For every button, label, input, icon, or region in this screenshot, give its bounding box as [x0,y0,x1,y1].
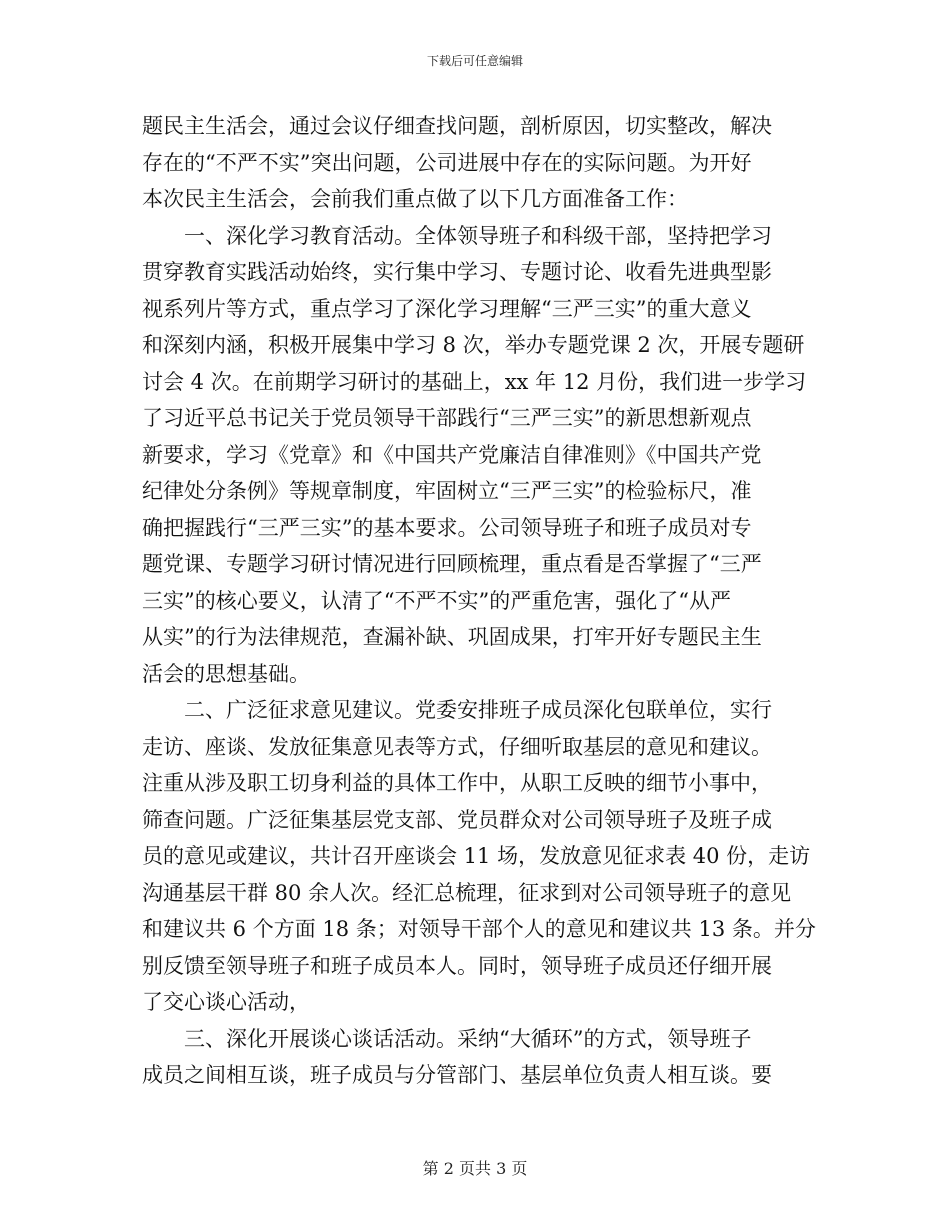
text-line: 贯穿教育实践活动始终，实行集中学习、专题讨论、收看先进典型影 [142,260,772,284]
text-line: 讨会 4 次。在前期学习研讨的基础上，xx 年 12 月份，我们进一步学习 [142,369,807,394]
page-header: 下载后可任意编辑 [426,54,523,68]
text-line: 从实”的行为法律规范，查漏补缺、巩固成果，打牢开好专题民主生 [142,625,762,649]
text-line: 一、深化学习教育活动。全体领导班子和科级干部，坚持把学习 [142,223,772,248]
text-line: 三实”的核心要义，认清了“不严不实”的严重危害，强化了“从严 [142,588,731,613]
text-line: 存在的“不严不实”突出问题，公司进展中存在的实际问题。为开好 [142,150,752,175]
text-line: 了交心谈心活动， [142,990,310,1014]
text-line: 走访、座谈、发放征集意见表等方式，仔细听取基层的意见和建议。 [142,734,772,759]
text-line: 确把握践行“三严三实”的基本要求。公司领导班子和班子成员对专 [142,515,752,540]
text-line: 沟通基层干群 80 余人次。经汇总梳理，征求到对公司领导班子的意见 [142,880,792,905]
text-line: 活会的思想基础。 [142,661,310,686]
text-line: 纪律处分条例》等规章制度，牢固树立“三严三实”的检验标尺，准 [142,479,752,503]
text-line: 题民主生活会，通过会议仔细查找问题，剖析原因，切实整改，解决 [142,114,772,138]
text-line: 新要求，学习《党章》和《中国共产党廉洁自律准则》《中国共产党 [142,442,762,467]
text-line: 筛查问题。广泛征集基层党支部、党员群众对公司领导班子及班子成 [142,807,772,832]
text-line: 和深刻内涵，积极开展集中学习 8 次，举办专题党课 2 次，开展专题研 [142,333,805,357]
text-line: 别反馈至领导班子和班子成员本人。同时，领导班子成员还仔细开展 [142,953,772,978]
text-line: 题党课、专题学习研讨情况进行回顾梳理，重点看是否掌握了“三严 [142,552,762,576]
text-line: 二、广泛征求意见建议。党委安排班子成员深化包联单位，实行 [142,698,772,722]
text-line: 和建议共 6 个方面 18 条；对领导干部个人的意见和建议共 13 条。并分 [142,917,816,941]
text-line: 了习近平总书记关于党员领导干部践行“三严三实”的新思想新观点 [142,406,752,430]
text-line: 员的意见或建议，共计召开座谈会 11 场，发放意见征求表 40 份，走访 [142,844,811,868]
page-footer: 第 2 页共 3 页 [422,1159,528,1178]
text-line: 三、深化开展谈心谈话活动。采纳“大循环”的方式，领导班子 [142,1026,752,1051]
text-line: 注重从涉及职工切身利益的具体工作中，从职工反映的细节小事中， [142,771,772,795]
document-body [142,108,816,1094]
text-line: 本次民主生活会，会前我们重点做了以下几方面准备工作： [142,187,688,211]
text-line: 视系列片等方式，重点学习了深化学习理解“三严三实”的重大意义 [142,296,752,321]
text-line: 成员之间相互谈，班子成员与分管部门、基层单位负责人相互谈。要 [142,1063,772,1087]
